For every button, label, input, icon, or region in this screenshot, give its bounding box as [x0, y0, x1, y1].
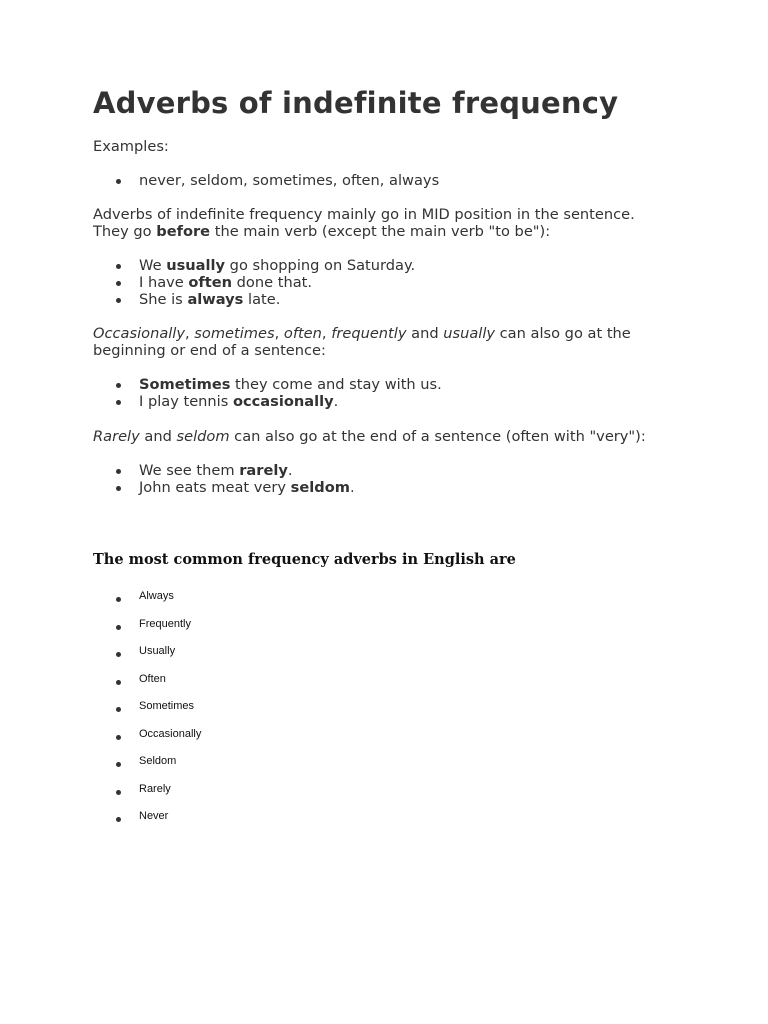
adverb-item: Sometimes — [93, 700, 201, 728]
list-item: We usually go shopping on Saturday. — [93, 257, 415, 274]
paragraph-text: They go — [93, 223, 157, 240]
bold-word: usually — [166, 257, 226, 274]
list-item: I have often done that. — [93, 274, 415, 291]
page-title: Adverbs of indefinite frequency — [93, 86, 619, 120]
italic-word: often — [283, 325, 322, 342]
adverb-item: Often — [93, 673, 201, 701]
list-item: She is always late. — [93, 291, 415, 308]
begin-end-examples-list — [93, 376, 442, 410]
adverb-item: Frequently — [93, 618, 201, 646]
adverb-item: Never — [93, 810, 201, 838]
bold-word: occasionally — [232, 393, 334, 410]
bold-word: before — [156, 223, 211, 240]
adverb-item: Always — [93, 590, 201, 618]
italic-word: seldom — [176, 428, 230, 445]
mid-examples-list — [93, 257, 415, 308]
section-heading: The most common frequency adverbs in English are — [93, 551, 516, 568]
list-item: never, seldom, sometimes, often, always — [93, 172, 439, 189]
italic-word: frequently — [331, 325, 407, 342]
italic-word: Occasionally — [93, 325, 186, 342]
adverb-item: Rarely — [93, 783, 201, 811]
adverb-item: Seldom — [93, 755, 201, 783]
adverb-item: Usually — [93, 645, 201, 673]
end-examples-list — [93, 462, 355, 496]
paragraph-mid-position — [93, 206, 635, 240]
paragraph-begin-end: Occasionally, sometimes, often, frequently and usually can also go at the beginning or end of a sentence: — [93, 325, 631, 359]
examples-label: Examples: — [93, 138, 169, 155]
list-item: I play tennis occasionally. — [93, 393, 442, 410]
bold-word: seldom — [290, 479, 350, 496]
frequency-adverbs-list — [93, 590, 201, 838]
italic-word: usually — [443, 325, 496, 342]
paragraph-end-position: Rarely and seldom can also go at the end of a sentence (often with "very"): — [93, 428, 646, 445]
paragraph-text: the main verb (except the main verb "to be"): — [210, 223, 551, 240]
italic-word: Rarely — [93, 428, 140, 445]
italic-word: sometimes — [194, 325, 275, 342]
bold-word: Sometimes — [139, 376, 231, 393]
bold-word: rarely — [239, 462, 288, 479]
bold-word: always — [187, 291, 244, 308]
bold-word: often — [188, 274, 233, 291]
adverb-item: Occasionally — [93, 728, 201, 756]
list-item: Sometimes they come and stay with us. — [93, 376, 442, 393]
list-item: We see them rarely. — [93, 462, 355, 479]
examples-list — [93, 172, 439, 189]
list-item: John eats meat very seldom. — [93, 479, 355, 496]
paragraph-line: beginning or end of a sentence: — [93, 342, 326, 359]
paragraph-line: Adverbs of indefinite frequency mainly go in MID position in the sentence. — [93, 206, 635, 223]
